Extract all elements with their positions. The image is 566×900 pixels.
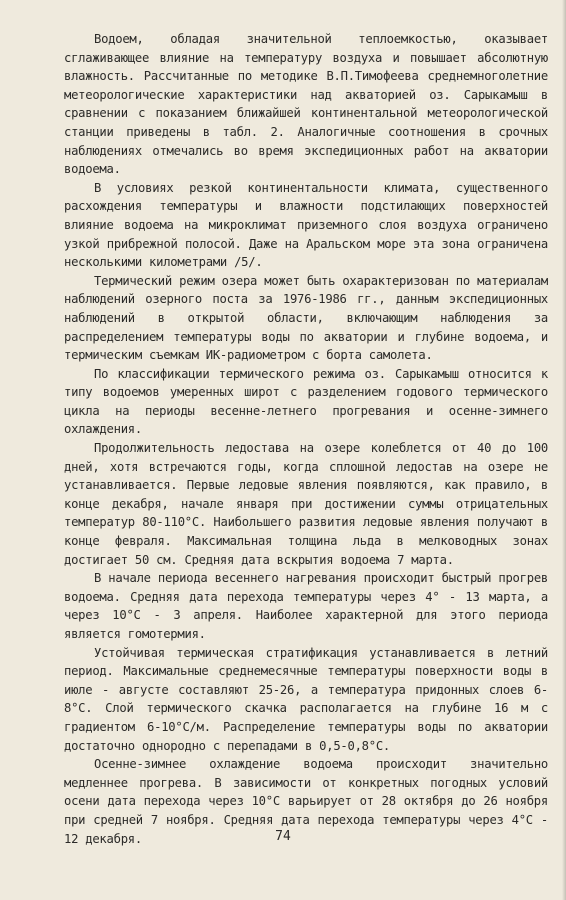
paragraph-2: В условиях резкой континентальности климата, существенного расхождения температуры и влажности подстилающих поверхностей влияние водоема на микроклимат приземного слоя воздуха ограничено узкой прибрежной полосой. Даже на Аральском море эта зона ограничена несколькими километрами /5/. (64, 180, 548, 270)
page-number: 74 (275, 829, 291, 844)
paragraph-3: Термический режим озера может быть охарактеризован по материалам наблюдений озерного поста за 1976-1986 гг., данным экспедиционных наблюдений в открытой области, включающим наблюдения за распределением температуры воды по акватории и глубине водоема, и термическим съемкам ИК-радиометром с борта самолета. (64, 273, 548, 363)
paragraph-7: Устойчивая термическая стратификация устанавливается в летний период. Максимальные среднемесячные температуры поверхности воды в июле - августе составляют 25-26, а температура придонных слоев 6-8°С. Слой термического скачка располагается на глубине 16 м с градиентом 6-10°С/м. Распределение температуры воды по акватории достаточно однородно с перепадами в 0,5-0,8°С. (64, 645, 548, 753)
paragraph-4: По классификации термического режима оз. Сарыкамыш относится к типу водоемов умеренных широт с разделением годового термического цикла на периоды весенне-летнего прогревания и осенне-зимнего охлаждения. (64, 366, 548, 437)
paragraph-1: Водоем, обладая значительной теплоемкостью, оказывает сглаживающее влияние на температуру воздуха и повышает абсолютную влажность. Рассчитанные по методике В.П.Тимофеева среднемноголетние метеорологические характеристики над акваторией оз. Сарыкамыш в сравнении с показанием ближайшей континентальной метеорологической станции приведены в табл. 2. Аналогичные соотношения в срочных наблюдениях отмечались во время экспедиционных работ на акватории водоема. (64, 32, 548, 177)
paragraph-5: Продолжительность ледостава на озере колеблется от 40 до 100 дней, хотя встречаются годы, когда сплошной ледостав на озере не устанавливается. Первые ледовые явления появляются, как правило, в конце декабря, начале января при достижении суммы отрицательных температур 80-110°С. Наибольшего развития ледовые явления получают в конце февраля. Максимальная толщина льда в мелководных зонах достигает 50 см. Средняя дата вскрытия водоема 7 марта. (64, 441, 548, 567)
paragraph-6: В начале периода весеннего нагревания происходит быстрый прогрев водоема. Средняя дата перехода температуры через 4° - 13 марта, а через 10°С - 3 апреля. Наиболее характерной для этого периода является гомотермия. (64, 571, 548, 641)
page-edge-shadow (562, 0, 566, 900)
paragraph-8: Осенне-зимнее охлаждение водоема происходит значительно медленнее прогрева. В зависимости от конкретных погодных условий осени дата перехода через 10°С варьирует от 28 октября до 26 ноября при средней 7 ноября. Средняя дата перехода температуры через 4°С - 12 декабря. (64, 757, 548, 846)
body-text (64, 30, 548, 848)
